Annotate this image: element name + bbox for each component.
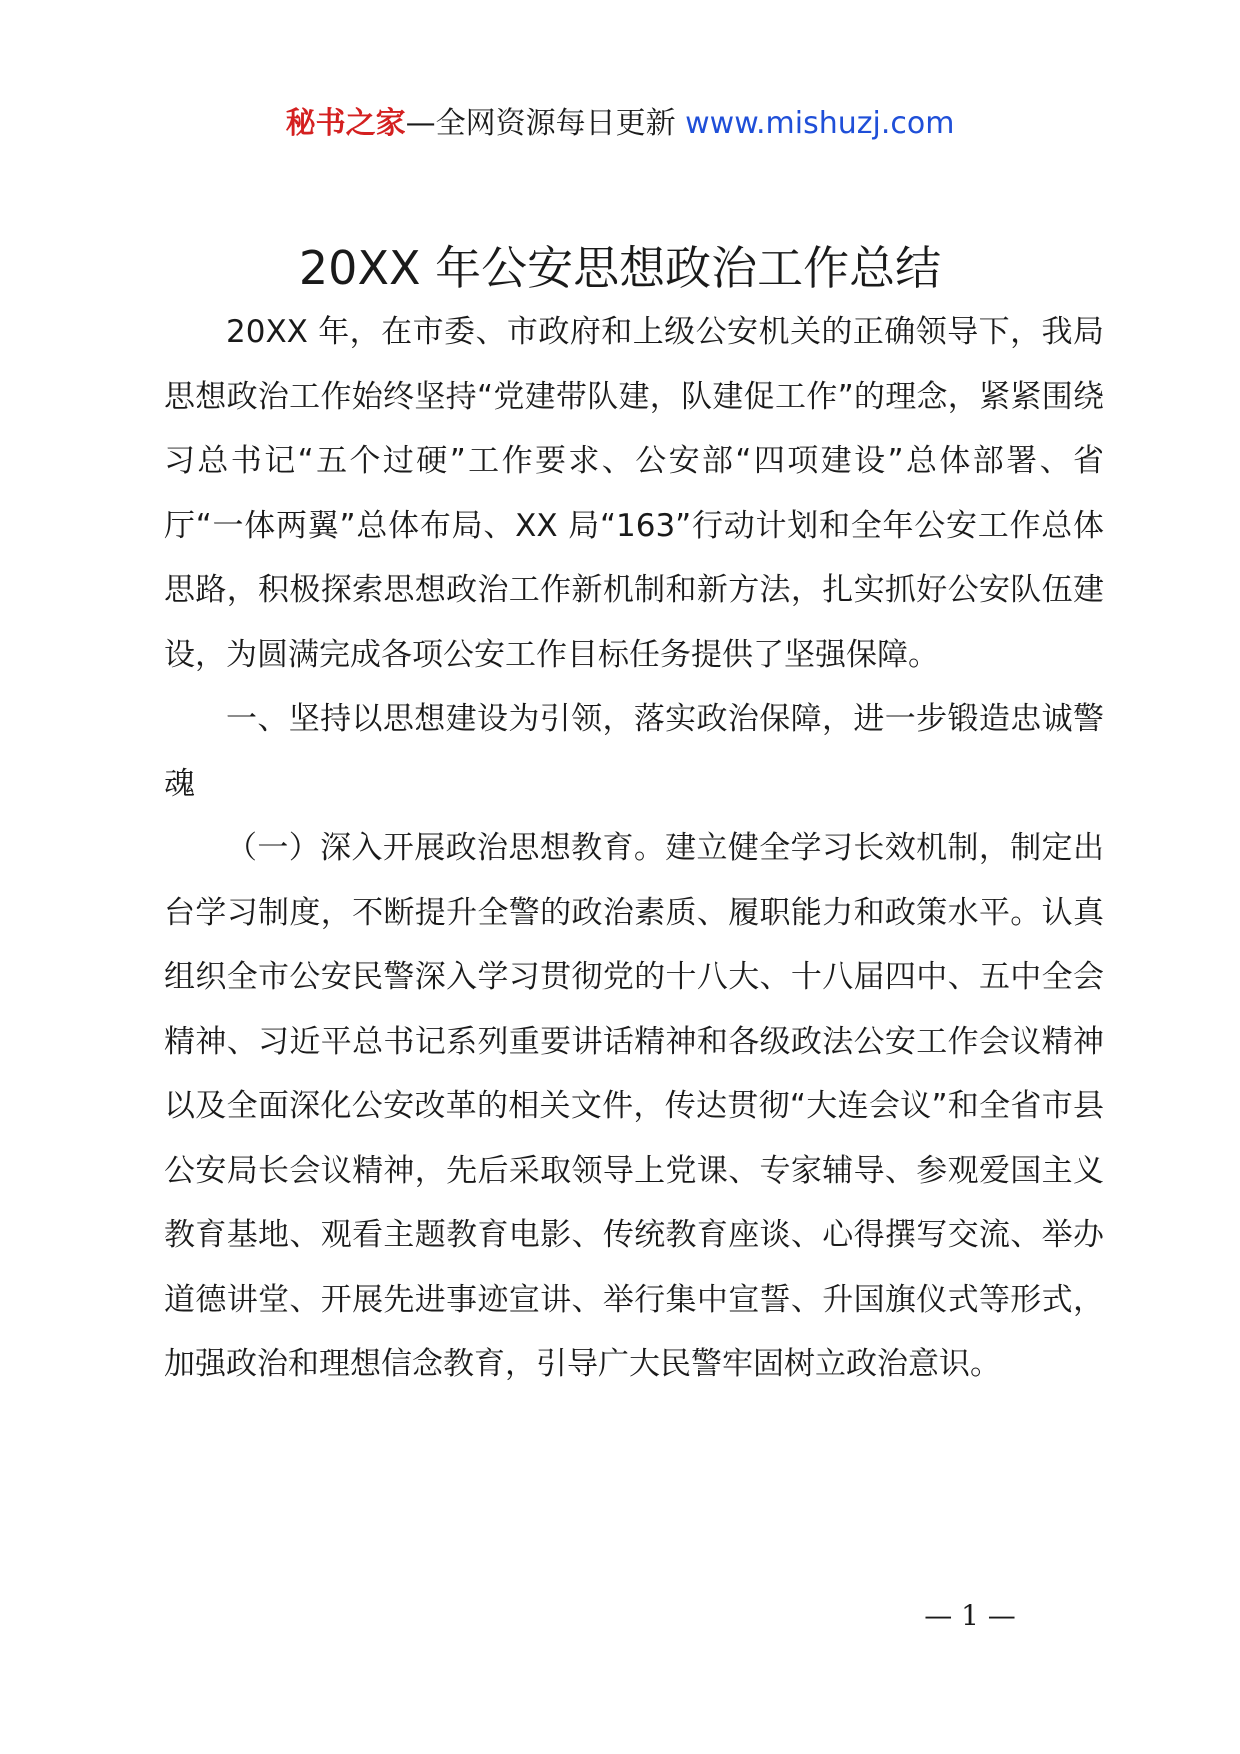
intro-paragraph: 20XX 年，在市委、市政府和上级公安机关的正确领导下，我局思想政治工作始终坚持“党建带队建，队建促工作”的理念，紧紧围绕习总书记“五个过硬”工作要求、公安部“四项建设”总体部署、省厅“一体两翼”总体布局、XX 局“163”行动计划和全年公安工作总体思路，积极探索思想政治工作新机制和新方法，扎实抓好公安队伍建设，为圆满完成各项公安工作目标任务提供了坚强保障。 (164, 314, 1104, 673)
document-title: 20XX 年公安思想政治工作总结 (298, 241, 942, 295)
header-tagline: —全网资源每日更新 (405, 106, 686, 141)
site-header (0, 102, 1240, 146)
page-number: — 1 — (924, 1599, 1016, 1632)
site-url-link[interactable]: www.mishuzj.com (685, 106, 955, 141)
section-heading-1: 一、坚持以思想建设为引领，落实政治保障，进一步锻造忠诚警魂 (164, 701, 1104, 802)
subsection-paragraph-1: （一）深入开展政治思想教育。建立健全学习长效机制，制定出台学习制度，不断提升全警的政治素质、履职能力和政策水平。认真组织全市公安民警深入学习贯彻党的十八大、十八届四中、五中全会精神、习近平总书记系列重要讲话精神和各级政法公安工作会议精神以及全面深化公安改革的相关文件，传达贯彻“大连会议”和全省市县公安局长会议精神，先后采取领导上党课、专家辅导、参观爱国主义教育基地、观看主题教育电影、传统教育座谈、心得撰写交流、举办道德讲堂、开展先进事迹宣讲、举行集中宣誓、升国旗仪式等形式，加强政治和理想信念教育，引导广大民警牢固树立政治意识。 (164, 830, 1104, 1382)
document-body (164, 300, 1104, 1397)
brand-name: 秘书之家 (285, 106, 406, 141)
